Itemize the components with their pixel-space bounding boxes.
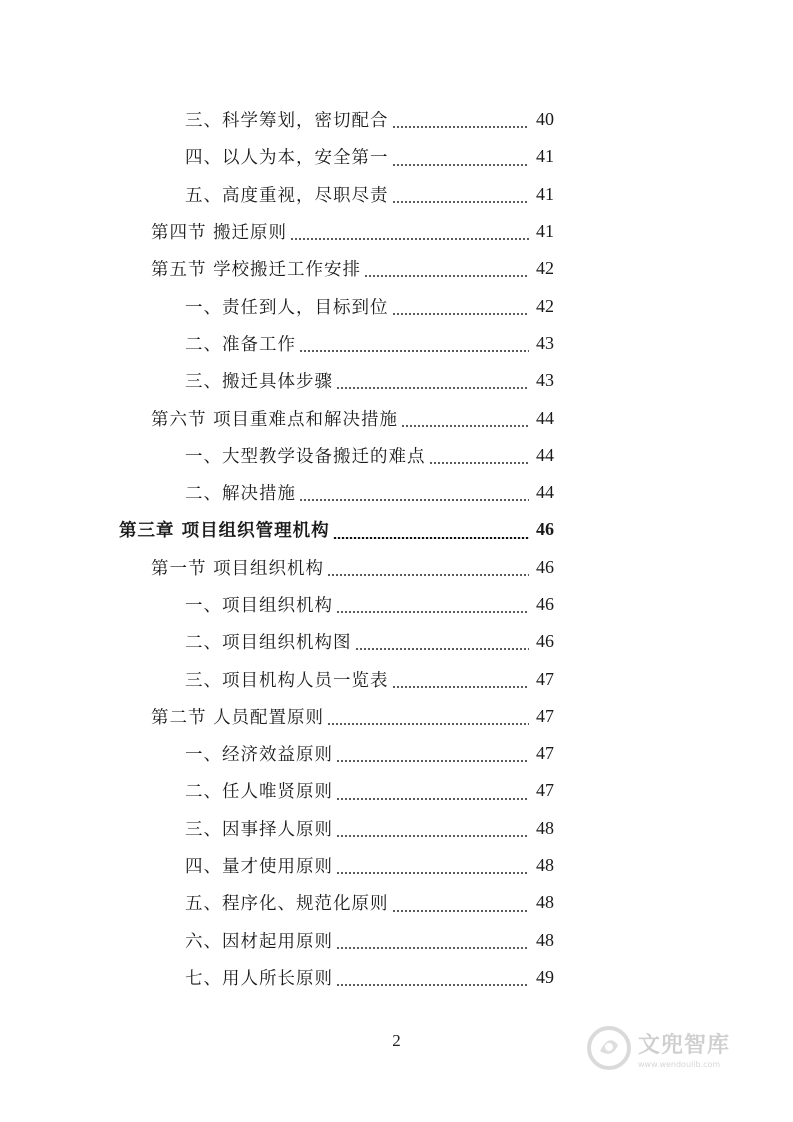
toc-dot-leader	[290, 238, 529, 240]
toc-page-number: 47	[536, 668, 554, 689]
toc-item-row[interactable]	[0, 287, 674, 324]
toc-dot-leader	[429, 462, 530, 464]
toc-dot-leader	[401, 425, 529, 427]
toc-page-number: 48	[536, 892, 554, 913]
toc-entry-title: 二、准备工作	[185, 334, 296, 355]
toc-entry-title: 三、项目机构人员一览表	[185, 670, 389, 691]
toc-dot-leader	[336, 798, 529, 800]
toc-entry-title: 一、责任到人，目标到位	[185, 297, 389, 318]
toc-dot-leader	[392, 686, 530, 688]
toc-dot-leader	[336, 611, 529, 613]
toc-page-number: 46	[536, 519, 554, 540]
toc-entry-title: 二、解决措施	[185, 484, 296, 505]
toc-page-number: 46	[536, 594, 554, 614]
toc-page-number: 48	[536, 817, 554, 838]
watermark	[586, 1020, 786, 1076]
toc-dot-leader	[336, 984, 529, 986]
toc-item-row[interactable]	[0, 884, 674, 921]
toc-dot-leader	[336, 872, 529, 874]
toc-page-number: 40	[536, 109, 554, 130]
toc-dot-leader	[392, 910, 530, 912]
toc-dot-leader	[336, 387, 529, 389]
toc-page-number: 47	[536, 705, 554, 726]
toc-entry-title: 第三章 项目组织管理机构	[119, 521, 330, 542]
toc-entry-title: 第六节 项目重难点和解决措施	[151, 409, 399, 430]
toc-dot-leader	[336, 760, 529, 762]
toc-dot-leader	[392, 313, 530, 315]
toc-entry-title: 七、用人所长原则	[185, 968, 333, 989]
toc-item-row[interactable]	[0, 623, 674, 660]
table-of-contents	[0, 101, 793, 996]
toc-section-row[interactable]	[0, 250, 674, 287]
toc-dot-leader	[364, 275, 529, 277]
toc-item-row[interactable]	[0, 138, 674, 175]
toc-entry-title: 三、科学筹划，密切配合	[185, 111, 389, 132]
toc-section-row[interactable]	[0, 549, 674, 586]
toc-page-number: 41	[536, 183, 554, 204]
toc-item-row[interactable]	[0, 586, 674, 623]
toc-entry-title: 第四节 搬迁原则	[151, 223, 288, 244]
toc-dot-leader	[355, 648, 530, 650]
toc-entry-title: 三、搬迁具体步骤	[185, 372, 333, 393]
toc-dot-leader	[327, 574, 529, 576]
toc-entry-title: 二、项目组织机构图	[185, 633, 352, 654]
toc-entry-title: 二、任人唯贤原则	[185, 782, 333, 803]
toc-entry-title: 第二节 人员配置原则	[151, 707, 325, 728]
toc-dot-leader	[327, 723, 529, 725]
toc-entry-title: 四、量才使用原则	[185, 857, 333, 878]
toc-dot-leader	[336, 835, 529, 837]
toc-item-row[interactable]	[0, 176, 674, 213]
toc-dot-leader	[333, 537, 529, 539]
toc-item-row[interactable]	[0, 660, 674, 697]
toc-entry-title: 第一节 项目组织机构	[151, 558, 325, 579]
toc-item-row[interactable]	[0, 325, 674, 362]
toc-item-row[interactable]	[0, 101, 674, 138]
toc-item-row[interactable]	[0, 959, 674, 996]
toc-entry-title: 一、项目组织机构	[185, 596, 333, 616]
toc-page-number: 46	[536, 631, 554, 652]
toc-chapter-row[interactable]	[0, 511, 674, 548]
toc-page-number: 44	[536, 482, 554, 503]
toc-page-number: 41	[536, 221, 554, 242]
toc-page-number: 47	[536, 780, 554, 801]
watermark-url: www.wendoulib.com	[638, 1059, 721, 1069]
toc-dot-leader	[392, 164, 530, 166]
toc-page-number: 42	[536, 295, 554, 316]
page-number: 2	[392, 1031, 401, 1050]
toc-page-number: 43	[536, 332, 554, 353]
toc-section-row[interactable]	[0, 399, 674, 436]
toc-entry-title: 一、大型教学设备搬迁的难点	[185, 446, 426, 467]
toc-page-number: 41	[536, 146, 554, 167]
toc-entry-title: 一、经济效益原则	[185, 745, 333, 766]
toc-item-row[interactable]	[0, 735, 674, 772]
toc-page-number: 48	[536, 929, 554, 950]
toc-entry-title: 五、程序化、规范化原则	[185, 894, 389, 915]
toc-dot-leader	[299, 499, 529, 501]
toc-page-number: 42	[536, 258, 554, 279]
wendou-logo-icon	[586, 1025, 632, 1071]
toc-page-number: 49	[536, 966, 554, 987]
toc-section-row[interactable]	[0, 698, 674, 735]
toc-entry-title: 六、因材起用原则	[185, 931, 333, 952]
toc-entry-title: 五、高度重视，尽职尽责	[185, 185, 389, 206]
toc-entry-title: 三、因事择人原则	[185, 819, 333, 840]
toc-section-row[interactable]	[0, 213, 674, 250]
toc-item-row[interactable]	[0, 437, 674, 474]
toc-item-row[interactable]	[0, 922, 674, 959]
toc-page-number: 44	[536, 407, 554, 428]
toc-dot-leader	[392, 201, 530, 203]
toc-dot-leader	[299, 350, 529, 352]
toc-dot-leader	[336, 947, 529, 949]
toc-item-row[interactable]	[0, 847, 674, 884]
toc-entry-title: 四、以人为本，安全第一	[185, 148, 389, 169]
toc-page-number: 46	[536, 556, 554, 577]
toc-item-row[interactable]	[0, 772, 674, 809]
toc-item-row[interactable]	[0, 474, 674, 511]
toc-page-number: 48	[536, 855, 554, 876]
watermark-name: 文兜智库	[638, 1032, 731, 1058]
toc-item-row[interactable]	[0, 810, 674, 847]
toc-dot-leader	[392, 126, 530, 128]
toc-page-number: 43	[536, 370, 554, 391]
toc-entry-title: 第五节 学校搬迁工作安排	[151, 260, 362, 281]
toc-page-number: 47	[536, 743, 554, 764]
toc-page-number: 44	[536, 444, 554, 465]
toc-item-row[interactable]	[0, 362, 674, 399]
